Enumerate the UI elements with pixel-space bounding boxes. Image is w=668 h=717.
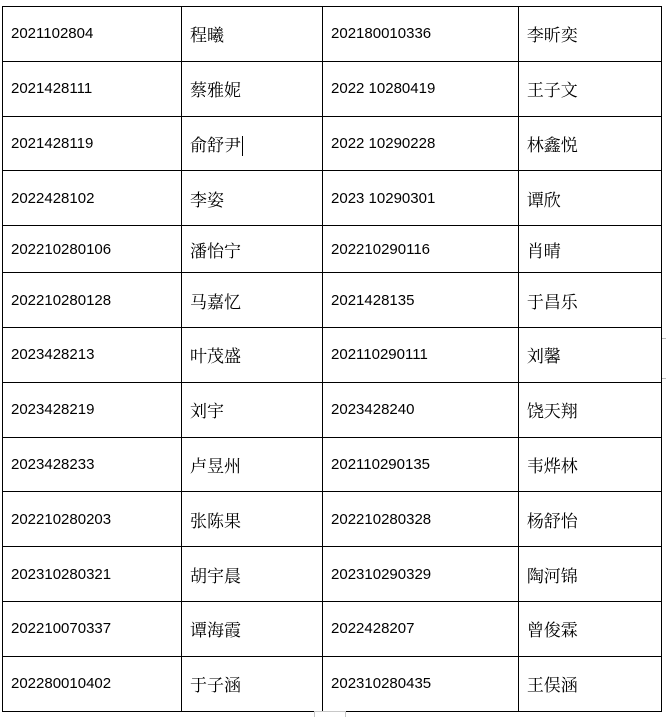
table-resize-handle[interactable] [314, 711, 346, 717]
table-row [3, 327, 662, 382]
table-resize-marker [662, 378, 666, 379]
student-name-cell[interactable]: 王俣涵 [518, 656, 661, 711]
table-row [3, 492, 662, 547]
student-id-cell[interactable]: 2023428213 [3, 327, 182, 382]
student-name-cell[interactable]: 曾俊霖 [518, 601, 661, 656]
student-id-cell[interactable]: 202110290111 [323, 327, 519, 382]
student-id-cell[interactable]: 202180010336 [323, 7, 519, 62]
student-id-cell[interactable]: 2021428119 [3, 116, 182, 171]
table-row [3, 7, 662, 62]
student-id-cell[interactable]: 2021102804 [3, 7, 182, 62]
student-name-cell[interactable]: 饶天翔 [518, 382, 661, 437]
student-id-cell[interactable]: 202210070337 [3, 601, 182, 656]
student-name-cell[interactable]: 胡宇晨 [181, 547, 322, 602]
student-id-cell[interactable]: 202310290329 [323, 547, 519, 602]
table-row [3, 61, 662, 116]
student-id-cell[interactable]: 202210280128 [3, 273, 182, 328]
student-name-cell[interactable]: 刘馨 [518, 327, 661, 382]
student-id-cell[interactable]: 202310280435 [323, 656, 519, 711]
student-id-cell[interactable]: 202310280321 [3, 547, 182, 602]
student-name-cell[interactable]: 卢昱州 [181, 437, 322, 492]
student-name-cell[interactable]: 陶河锦 [518, 547, 661, 602]
student-name-cell[interactable]: 王子文 [518, 61, 661, 116]
student-id-cell[interactable]: 2022428207 [323, 601, 519, 656]
student-id-cell[interactable]: 2022 10290228 [323, 116, 519, 171]
student-id-cell[interactable]: 202280010402 [3, 656, 182, 711]
student-name-cell[interactable]: 马嘉忆 [181, 273, 322, 328]
student-id-cell[interactable]: 2022428102 [3, 171, 182, 226]
student-name-cell-active[interactable] [181, 116, 322, 171]
student-id-cell[interactable]: 2023428233 [3, 437, 182, 492]
table-row [3, 601, 662, 656]
student-id-cell[interactable]: 2023428219 [3, 382, 182, 437]
student-id-cell[interactable]: 2022 10280419 [323, 61, 519, 116]
student-name-cell[interactable]: 韦烨林 [518, 437, 661, 492]
table-row [3, 547, 662, 602]
student-name-cell[interactable]: 于昌乐 [518, 273, 661, 328]
text-cursor [242, 136, 243, 156]
student-name-cell[interactable]: 肖晴 [518, 226, 661, 273]
student-name-cell[interactable]: 蔡雅妮 [181, 61, 322, 116]
table-resize-marker [662, 338, 666, 339]
student-table [2, 6, 662, 712]
table-row [3, 382, 662, 437]
table-row [3, 226, 662, 273]
student-id-cell[interactable]: 202210290116 [323, 226, 519, 273]
student-id-cell[interactable]: 2023428240 [323, 382, 519, 437]
student-id-cell[interactable]: 2021428135 [323, 273, 519, 328]
student-name-cell[interactable]: 杨舒怡 [518, 492, 661, 547]
student-name-cell[interactable]: 李昕奕 [518, 7, 661, 62]
student-name-cell[interactable]: 程曦 [181, 7, 322, 62]
student-name-cell[interactable]: 谭海霞 [181, 601, 322, 656]
student-name-cell[interactable]: 于子涵 [181, 656, 322, 711]
student-id-cell[interactable]: 202210280203 [3, 492, 182, 547]
student-name-cell[interactable]: 谭欣 [518, 171, 661, 226]
student-id-cell[interactable]: 202210280328 [323, 492, 519, 547]
student-id-cell[interactable]: 2023 10290301 [323, 171, 519, 226]
student-name-cell[interactable]: 林鑫悦 [518, 116, 661, 171]
student-name-cell[interactable]: 叶茂盛 [181, 327, 322, 382]
student-name-cell[interactable]: 张陈果 [181, 492, 322, 547]
table-row [3, 171, 662, 226]
student-id-cell[interactable]: 2021428111 [3, 61, 182, 116]
table-row [3, 116, 662, 171]
student-name-cell[interactable]: 潘怡宁 [181, 226, 322, 273]
table-row [3, 273, 662, 328]
student-id-cell[interactable]: 202210280106 [3, 226, 182, 273]
student-name-text: 俞舒尹 [189, 135, 241, 156]
table-row [3, 656, 662, 711]
student-id-cell[interactable]: 202110290135 [323, 437, 519, 492]
table-row [3, 437, 662, 492]
student-name-cell[interactable]: 刘宇 [181, 382, 322, 437]
student-name-cell[interactable]: 李姿 [181, 171, 322, 226]
